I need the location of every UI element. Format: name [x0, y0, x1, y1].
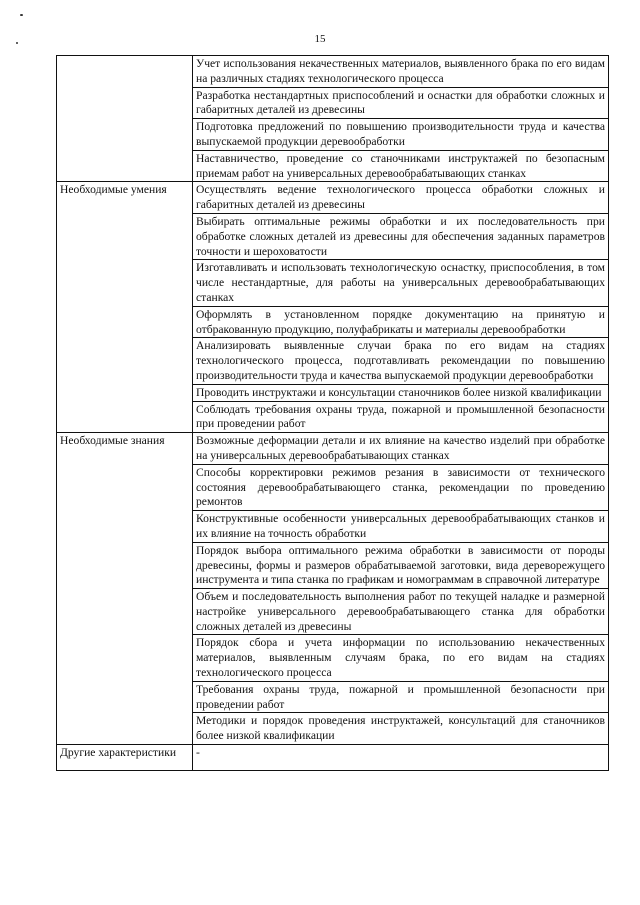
section-item: Проводить инструктажи и консультации станочников более низкой квалификации — [193, 384, 609, 401]
page-number: 15 — [314, 33, 326, 45]
section-item: Конструктивные особенности универсальных деревообрабатывающих станков и их влияние на точность обработки — [193, 511, 609, 543]
section-item: Наставничество, проведение со станочниками инструктажей по безопасным приемам работ на универсальных деревообрабатывающих станках — [193, 150, 609, 182]
section-item: Выбирать оптимальные режимы обработки и их последовательность при обработке сложных деталей из древесины для обеспечения заданных параметров точности и шероховатости — [193, 213, 609, 259]
section-item: Разработка нестандартных приспособлений и оснастки для обработки сложных и габаритных деталей из древесины — [193, 87, 609, 119]
section-label — [57, 56, 193, 182]
table-row — [57, 182, 609, 214]
section-item: Требования охраны труда, пожарной и промышленной безопасности при проведении работ — [193, 681, 609, 713]
section-label: Другие характеристики — [57, 745, 193, 771]
section-item: Методики и порядок проведения инструктажей, консультаций для станочников более низкой квалификации — [193, 713, 609, 745]
section-item: Способы корректировки режимов резания в зависимости от технического состояния деревообрабатывающего станка, рекомендации по проведению ремонтов — [193, 464, 609, 510]
characteristics-table — [56, 55, 609, 771]
section-item: Осуществлять ведение технологического процесса обработки сложных и габаритных деталей из древесины — [193, 182, 609, 214]
section-item: Анализировать выявленные случаи брака по его видам на стадиях технологического процесса, подготавливать рекомендации по повышению производительности труда и качества выпускаемой продукции деревообработки — [193, 338, 609, 384]
section-label: Необходимые умения — [57, 182, 193, 433]
section-item: - — [193, 745, 609, 771]
section-item: Изготавливать и использовать технологическую оснастку, приспособления, в том числе нестандартные, для работы на универсальных деревообрабатывающих станках — [193, 260, 609, 306]
section-item: Подготовка предложений по повышению производительности труда и качества выпускаемой продукции деревообработки — [193, 119, 609, 151]
section-item: Объем и последовательность выполнения работ по текущей наладке и размерной настройке универсального деревообрабатывающего станка для обработки сложных деталей из древесины — [193, 589, 609, 635]
table-body — [57, 56, 609, 771]
section-item: Оформлять в установленном порядке документацию на принятую и отбракованную продукцию, полуфабрикаты и материалы деревообработки — [193, 306, 609, 338]
section-label: Необходимые знания — [57, 433, 193, 745]
section-item: Порядок выбора оптимального режима обработки в зависимости от породы древесины, формы и размеров обрабатываемой заготовки, вида дереворежущего инструмента и типа станка по графикам и номограммам в справочной литературе — [193, 542, 609, 588]
table-row — [57, 433, 609, 465]
section-item: Учет использования некачественных материалов, выявленного брака по его видам на различных стадиях технологического процесса — [193, 56, 609, 88]
table-row — [57, 745, 609, 771]
scan-speck — [20, 14, 23, 16]
section-item: Порядок сбора и учета информации по использованию некачественных материалов, выявленным случаям брака, по его видам на стадиях технологического процесса — [193, 635, 609, 681]
section-item: Соблюдать требования охраны труда, пожарной и промышленной безопасности при проведении работ — [193, 401, 609, 433]
section-item: Возможные деформации детали и их влияние на качество изделий при обработке на универсальных деревообрабатывающих станках — [193, 433, 609, 465]
table-row — [57, 56, 609, 88]
